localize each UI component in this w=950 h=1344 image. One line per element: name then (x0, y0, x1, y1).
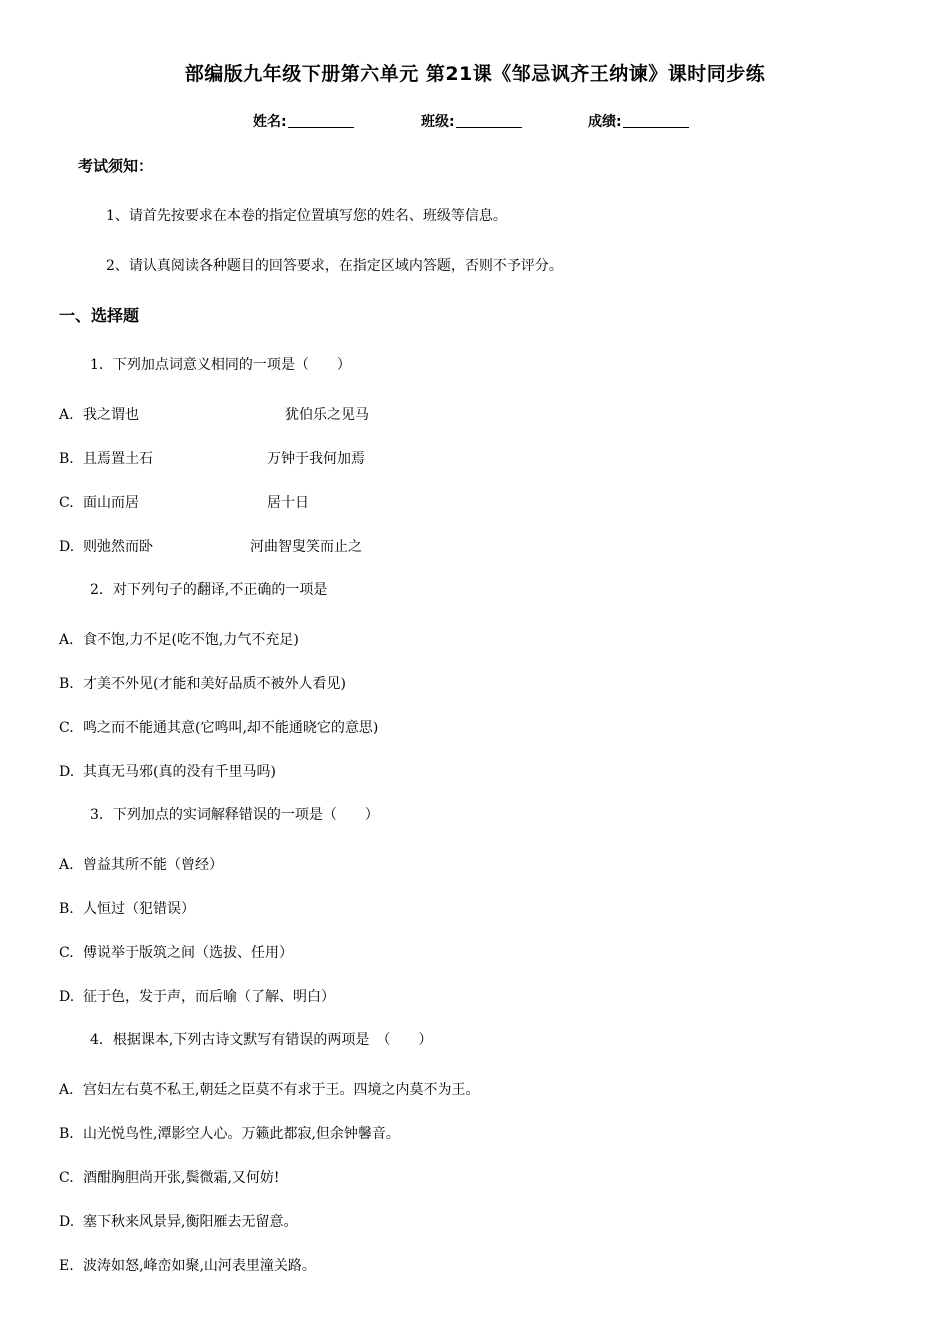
option-letter: D. (59, 989, 75, 1005)
question-stem: 1．下列加点词意义相同的一项是（ ） (90, 357, 351, 373)
option-text-second: 犹伯乐之见马 (285, 407, 369, 423)
answer-option (59, 1255, 316, 1275)
option-text: 则弛然而卧 (83, 539, 153, 555)
section-heading: 一、选择题 (59, 306, 140, 325)
option-text: 鸣之而不能通其意(它鸣叫,却不能通晓它的意思) (83, 720, 379, 736)
option-text-second: 河曲智叟笑而止之 (250, 539, 362, 555)
answer-option (59, 942, 293, 962)
answer-option (59, 492, 309, 512)
answer-option (59, 1167, 280, 1187)
answer-option (59, 404, 369, 424)
option-letter: B. (59, 451, 74, 467)
student-info-row (0, 111, 950, 131)
answer-option (59, 536, 362, 556)
answer-option (59, 1079, 479, 1099)
answer-option (59, 898, 195, 918)
answer-option (59, 1211, 297, 1231)
score-label: 成绩: (588, 114, 622, 130)
option-text: 面山而居 (83, 495, 139, 511)
answer-option (59, 986, 335, 1006)
option-text: 山光悦鸟性,潭影空人心。万籁此都寂,但余钟馨音。 (83, 1126, 400, 1142)
option-text: 波涛如怒,峰峦如聚,山河表里潼关路。 (83, 1258, 316, 1274)
option-text: 人恒过（犯错误） (83, 901, 195, 917)
name-label: 姓名: (253, 114, 287, 130)
score-blank[interactable] (623, 113, 689, 128)
option-letter: B. (59, 676, 74, 692)
notice-heading: 考试须知： (78, 157, 154, 175)
answer-option (59, 629, 299, 649)
answer-option (59, 717, 378, 737)
name-blank[interactable] (288, 113, 354, 128)
option-letter: D. (59, 764, 75, 780)
score-field[interactable] (588, 111, 689, 131)
option-text: 且焉置土石 (83, 451, 153, 467)
option-text: 曾益其所不能（曾经） (83, 857, 223, 873)
option-letter: C. (59, 495, 74, 511)
option-letter: C. (59, 720, 74, 736)
option-text: 其真无马邪(真的没有千里马吗) (83, 764, 276, 780)
option-letter: C. (59, 945, 74, 961)
option-text: 征于色，发于声，而后喻（了解、明白） (83, 989, 335, 1005)
option-text: 我之谓也 (83, 407, 139, 423)
question-stem: 3．下列加点的实词解释错误的一项是（ ） (90, 807, 379, 823)
notice-item: 2、请认真阅读各种题目的回答要求，在指定区域内答题，否则不予评分。 (106, 258, 563, 274)
option-letter: A. (59, 632, 74, 648)
notice-item: 1、请首先按要求在本卷的指定位置填写您的姓名、班级等信息。 (106, 208, 507, 224)
name-field[interactable] (253, 111, 354, 131)
answer-option (59, 854, 223, 874)
option-letter: A. (59, 407, 74, 423)
option-letter: B. (59, 901, 74, 917)
option-text: 塞下秋来风景异,衡阳雁去无留意。 (83, 1214, 298, 1230)
option-letter: B. (59, 1126, 74, 1142)
option-letter: D. (59, 539, 75, 555)
option-letter: C. (59, 1170, 74, 1186)
answer-option (59, 1123, 400, 1143)
option-letter: E. (59, 1258, 74, 1274)
option-letter: A. (59, 1082, 74, 1098)
answer-option (59, 448, 365, 468)
answer-option (59, 673, 346, 693)
option-text-second: 居十日 (267, 495, 309, 511)
question-stem: 2．对下列句子的翻译,不正确的一项是 (90, 582, 328, 598)
class-field[interactable] (421, 111, 522, 131)
option-letter: D. (59, 1214, 75, 1230)
option-letter: A. (59, 857, 74, 873)
class-label: 班级: (421, 114, 455, 130)
option-text: 才美不外见(才能和美好品质不被外人看见) (83, 676, 346, 692)
question-stem: 4．根据课本,下列古诗文默写有错误的两项是 （ ） (90, 1032, 433, 1048)
option-text-second: 万钟于我何加焉 (267, 451, 365, 467)
option-text: 傅说举于版筑之间（选拔、任用） (83, 945, 293, 961)
option-text: 宫妇左右莫不私王,朝廷之臣莫不有求于王。四境之内莫不为王。 (83, 1082, 480, 1098)
option-text: 酒酣胸胆尚开张,鬓微霜,又何妨! (83, 1170, 280, 1186)
option-text: 食不饱,力不足(吃不饱,力气不充足) (83, 632, 299, 648)
class-blank[interactable] (456, 113, 522, 128)
document-title: 部编版九年级下册第六单元 第21课《邹忌讽齐王纳谏》课时同步练 (184, 63, 766, 85)
answer-option (59, 761, 276, 781)
